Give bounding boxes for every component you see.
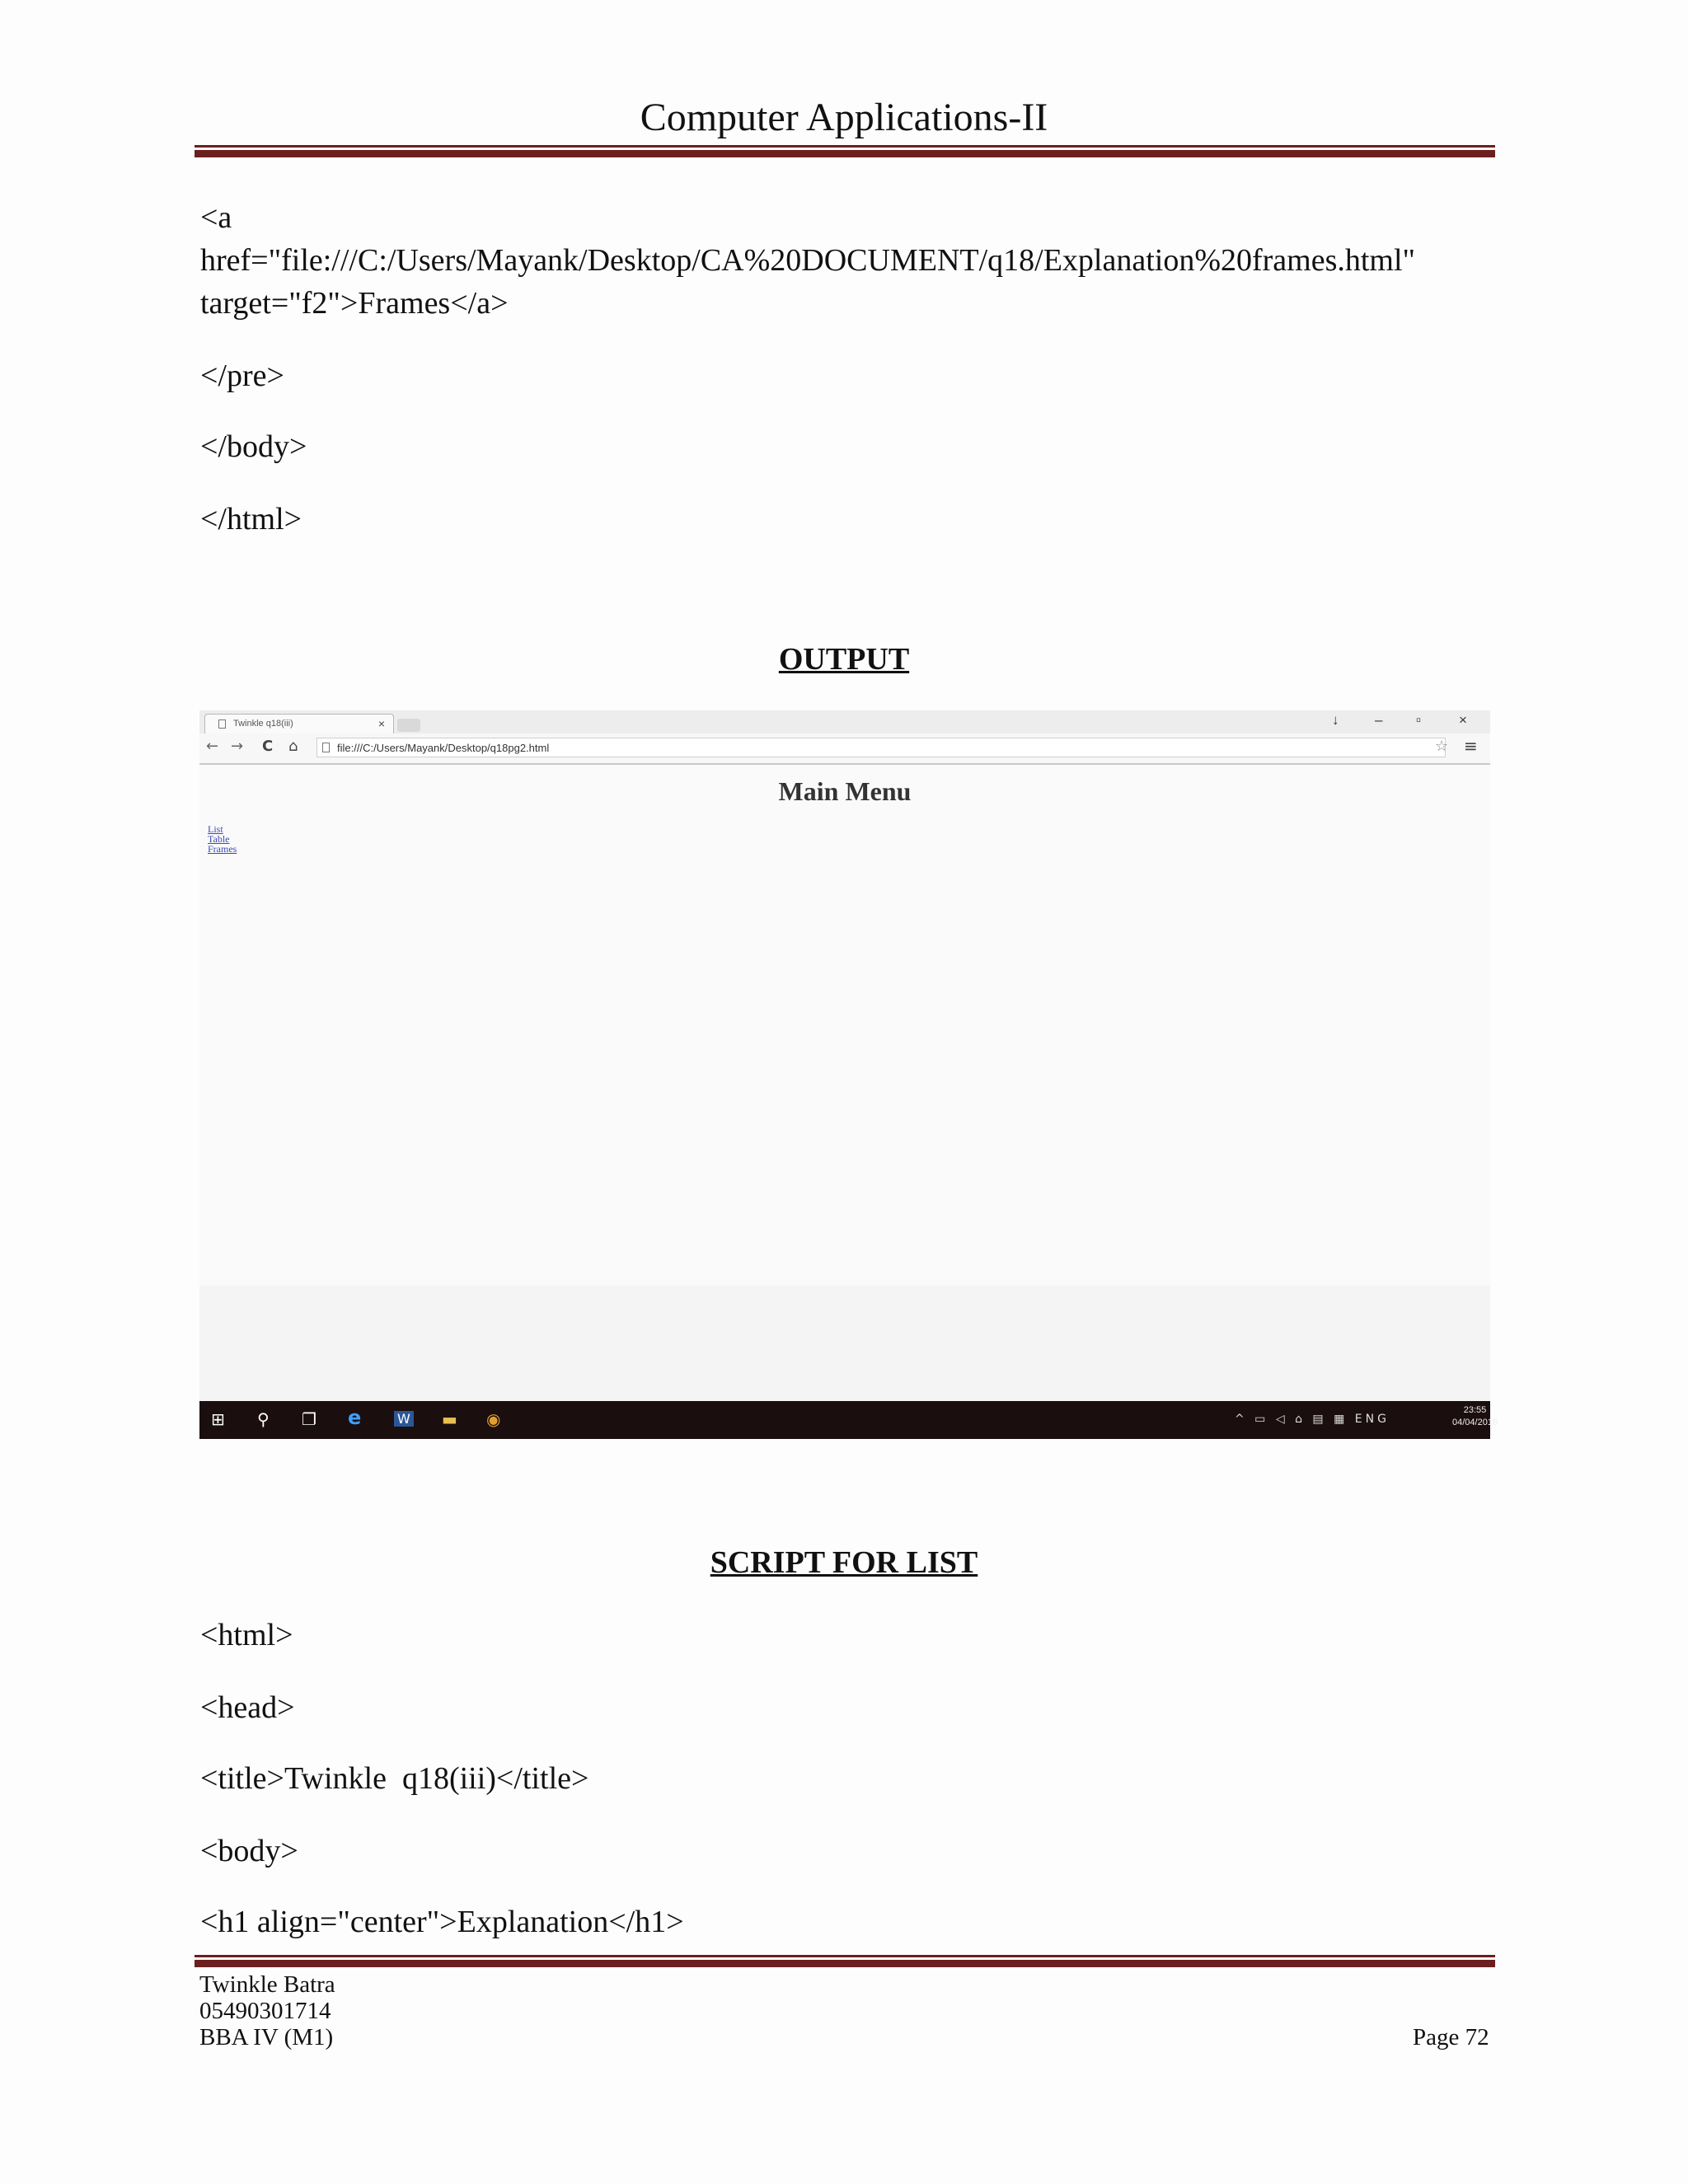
browser-toolbar (199, 733, 1490, 765)
page-viewport (199, 765, 1490, 1286)
minimize-button[interactable]: – (1375, 712, 1383, 728)
start-icon[interactable]: ⊞ (211, 1409, 225, 1429)
code-line: href="file:///C:/Users/Mayank/Desktop/CA%20DOCUMENT/q18/Explanation%20frames.html" (200, 243, 1416, 278)
student-class: BBA IV (M1) (199, 2024, 334, 2050)
main-menu-heading: Main Menu (778, 776, 912, 806)
taskbar-clock[interactable] (1452, 1404, 1498, 1429)
code-line: <a (200, 200, 232, 235)
browser-tab[interactable] (204, 714, 394, 733)
clock-date: 04/04/2016 (1452, 1418, 1498, 1427)
code-line: </pre> (200, 359, 284, 393)
page-icon (218, 719, 226, 729)
browser-screenshot (199, 710, 1498, 1439)
tab-title: Twinkle q18(iii) (233, 719, 293, 729)
code-line: <html> (200, 1618, 293, 1652)
footer-student-info (199, 1971, 335, 2050)
page-icon (322, 743, 330, 752)
file-explorer-icon[interactable]: ▬ (442, 1409, 457, 1429)
back-icon[interactable]: ← (206, 738, 219, 755)
menu-icon[interactable]: ≡ (1464, 736, 1478, 756)
address-bar[interactable] (316, 738, 1449, 757)
clock-time: 23:55 (1463, 1405, 1487, 1415)
code-line: <body> (200, 1834, 298, 1868)
windows-taskbar (199, 1401, 1498, 1439)
script-for-list-heading: SCRIPT FOR LIST (710, 1545, 978, 1580)
restore-button[interactable]: ▫ (1416, 712, 1422, 728)
forward-icon[interactable]: → (231, 738, 244, 755)
download-icon[interactable]: ↓ (1332, 712, 1339, 728)
reload-icon[interactable]: C (262, 738, 274, 755)
student-name: Twinkle Batra (199, 1971, 335, 1998)
header-rule (195, 145, 1495, 157)
code-line: </html> (200, 502, 302, 537)
tab-bar (199, 710, 1490, 733)
tab-close-icon[interactable]: × (377, 717, 385, 730)
link-table[interactable]: Table (208, 833, 230, 845)
system-tray[interactable]: ^ ▭ ◁ ⌂ ▤ ▦ ENG (1235, 1413, 1390, 1426)
bookmark-star-icon[interactable]: ☆ (1435, 738, 1449, 755)
link-list[interactable]: List (208, 823, 223, 835)
page-header-title: Computer Applications-II (640, 96, 1048, 139)
code-line: <head> (200, 1690, 295, 1725)
link-frames[interactable]: Frames (208, 843, 237, 855)
code-line: <title>Twinkle q18(iii)</title> (200, 1761, 589, 1796)
new-tab-button[interactable] (397, 719, 420, 732)
page-number: Page 72 (1413, 2024, 1489, 2050)
code-line: <h1 align="center">Explanation</h1> (200, 1905, 684, 1939)
code-line: target="f2">Frames</a> (200, 286, 509, 321)
task-view-icon[interactable]: ❐ (302, 1409, 316, 1429)
search-icon[interactable]: ⚲ (257, 1409, 270, 1429)
footer-rule (195, 1955, 1495, 1967)
close-window-button[interactable]: × (1459, 712, 1467, 728)
student-roll-number: 05490301714 (199, 1998, 331, 2024)
word-icon[interactable]: W (394, 1411, 414, 1427)
chrome-icon[interactable]: ◉ (486, 1409, 501, 1429)
home-icon[interactable]: ⌂ (288, 738, 298, 755)
address-url: file:///C:/Users/Mayank/Desktop/q18pg2.html (337, 742, 550, 754)
menu-links (208, 824, 237, 854)
edge-icon[interactable]: e (348, 1406, 362, 1429)
code-line: </body> (200, 429, 307, 464)
output-heading: OUTPUT (778, 642, 910, 677)
